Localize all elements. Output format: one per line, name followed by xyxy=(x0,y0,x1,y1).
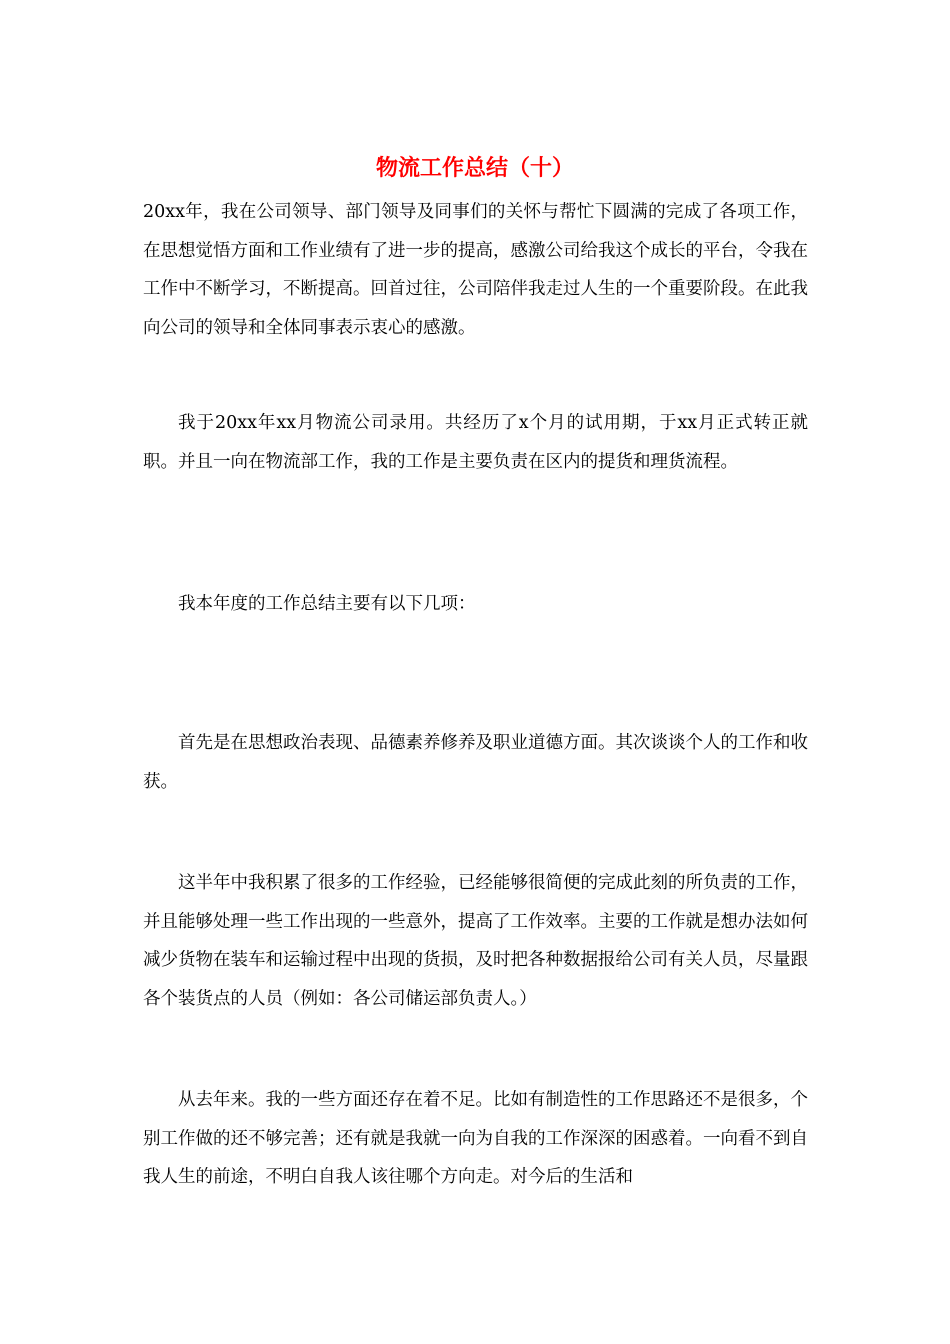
paragraph-employment: 我于20xx年xx月物流公司录用。共经历了x个月的试用期，于xx月正式转正就职。并且一向在物流部工作，我的工作是主要负责在区内的提货和理货流程。 xyxy=(143,413,808,472)
paragraph-intro: 20xx年，我在公司领导、部门领导及同事们的关怀与帮忙下圆满的完成了各项工作，在思想觉悟方面和工作业绩有了进一步的提高，感激公司给我这个成长的平台，令我在工作中不断学习，不断提高。回首过往，公司陪伴我走过人生的一个重要阶段。在此我向公司的领导和全体同事表示衷心的感激。 xyxy=(143,202,808,338)
paragraph-summary-lead: 我本年度的工作总结主要有以下几项： xyxy=(178,594,476,614)
paragraph-first-point: 首先是在思想政治表现、品德素养修养及职业道德方面。其次谈谈个人的工作和收获。 xyxy=(143,733,808,792)
paragraph-shortcomings: 从去年来。我的一些方面还存在着不足。比如有制造性的工作思路还不是很多，个别工作做的还不够完善；还有就是我就一向为自我的工作深深的困惑着。一向看不到自我人生的前途，不明白自我人该往哪个方向走。对今后的生活和 xyxy=(143,1090,808,1187)
paragraph-experience: 这半年中我积累了很多的工作经验，已经能够很简便的完成此刻的所负责的工作，并且能够处理一些工作出现的一些意外，提高了工作效率。主要的工作就是想办法如何减少货物在装车和运输过程中出现的货损，及时把各种数据报给公司有关人员，尽量跟各个装货点的人员（例如：各公司储运部负责人。） xyxy=(143,873,808,1009)
document-title: 物流工作总结（十） xyxy=(375,155,574,181)
